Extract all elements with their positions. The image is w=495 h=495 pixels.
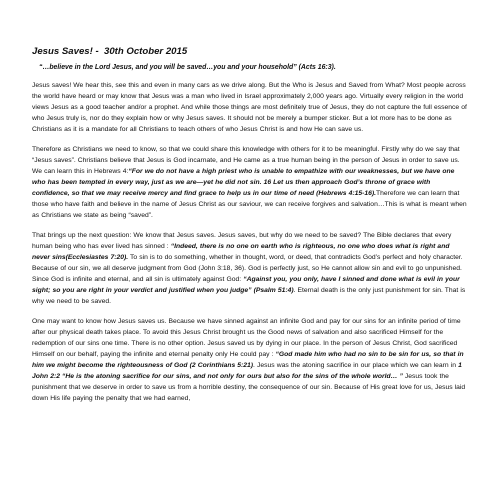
paragraph bbox=[32, 80, 467, 135]
scripture-quote: “For we do not have a high priest who is unable to empathize with our weaknesses, but we have one who has been tempted in every way, just as we are—yet he did not sin. 16 Let us then approach God’s throne of grace with confidence, so that we may receive mercy and find grace to help us in our time of need (Hebrews 4:15-16). bbox=[32, 168, 455, 197]
paragraph bbox=[32, 230, 467, 307]
scripture-quote: “Indeed, there is no one on earth who is righteous, no one who does what is right and never sins(Ecclesiastes 7:20). bbox=[32, 243, 450, 261]
scripture-quote: “Against you, you only, have I sinned and done what is evil in your sight; so you are right in your verdict and justified when you judge” (Psalm 51:4) bbox=[32, 276, 460, 294]
paragraph-text: That brings up the next question: We know that Jesus saves. Jesus saves, but why do we need to be saved? The Bible declares that every human being who has ever lived has sinned : bbox=[32, 232, 452, 250]
paragraph-text: . Jesus was the atoning sacrifice in our place which we can learn in bbox=[253, 362, 459, 369]
paragraph bbox=[32, 316, 467, 404]
paragraph-text: Jesus saves! We hear this, see this and even in many cars as we drive along. But the Who is Jesus and Saved from What? Most people across the world have heard or may know that Jesus was a man who lived in Israel approximately 2,000 years ago. Virtually every religion in the world views Jesus as a good teacher and/or a prophet. And while those things are most definitely true of Jesus, they do not capture the full essence of who Jesus truly is, nor do they explain how or why Jesus saves. It should not be merely a bumper sticker. But a lot more has to be done as Christians as it is a mandate for all Christians to teach others of who Jesus Christ is and how He can save us. bbox=[32, 82, 467, 133]
paragraph bbox=[32, 144, 467, 221]
paragraph-text: Therefore as Christians we need to know, so that we could share this knowledge with others for it to be meaningful. Firstly why do we say that “Jesus saves”. Christians believe that Jesus is God incarnate, and He came as a true human being in the person of Jesus in order to save us. We can learn this in Hebrews 4: bbox=[32, 146, 460, 175]
paragraph-text: To sin is to do something, whether in thought, word, or deed, that contradicts God’s perfect and holy character. Because of our sin, we all deserve judgment from God (John 3:18, 36). God is perfectly just, so He cannot allow sin and evil to go unpunished. Since God is infinite and eternal, and all sin is ultimately against God: bbox=[32, 254, 463, 283]
document-title: Jesus Saves! - 30th October 2015 bbox=[32, 46, 188, 57]
paragraph-text: Jesus took the punishment that we deserve in order to save us from a horrible destiny, the consequence of our sin. Because of His great love for us, Jesus laid down His life paying the penalty that we had earned, bbox=[32, 373, 466, 402]
key-verse: “…believe in the Lord Jesus, and you will be saved…you and your household” (Acts 16:3). bbox=[39, 64, 336, 71]
paragraph-text: . Eternal death is the only just punishment for sin. That is why we need to be saved. bbox=[32, 287, 466, 305]
paragraph-text: Therefore we can learn that those who have faith and believe in the name of Jesus Christ as our saviour, we can receive forgives and salvation…This is what is meant when as Christians we state as being “saved”. bbox=[32, 190, 467, 219]
scripture-quote: 1 John 2:2 “He is the atoning sacrifice for our sins, and not only for ours but also for the sins of the whole world… ” bbox=[32, 362, 462, 380]
paragraph-text: One may want to know how Jesus saves us. Because we have sinned against an infinite God and pay for our sins for an infinite period of time after our physical death takes place. To avoid this Jesus Christ brought us the Good news of salvation and also sacrificed Himself for the redemption of our sins one time. There is no other option. Jesus saved us by dying in our place. In the person of Jesus Christ, God sacrificed Himself on our behalf, paying the infinite and eternal penalty only He could pay : bbox=[32, 318, 461, 358]
scripture-quote: “God made him who had no sin to be sin for us, so that in him we might become the righteousness of God (2 Corinthians 5:21) bbox=[32, 351, 464, 369]
